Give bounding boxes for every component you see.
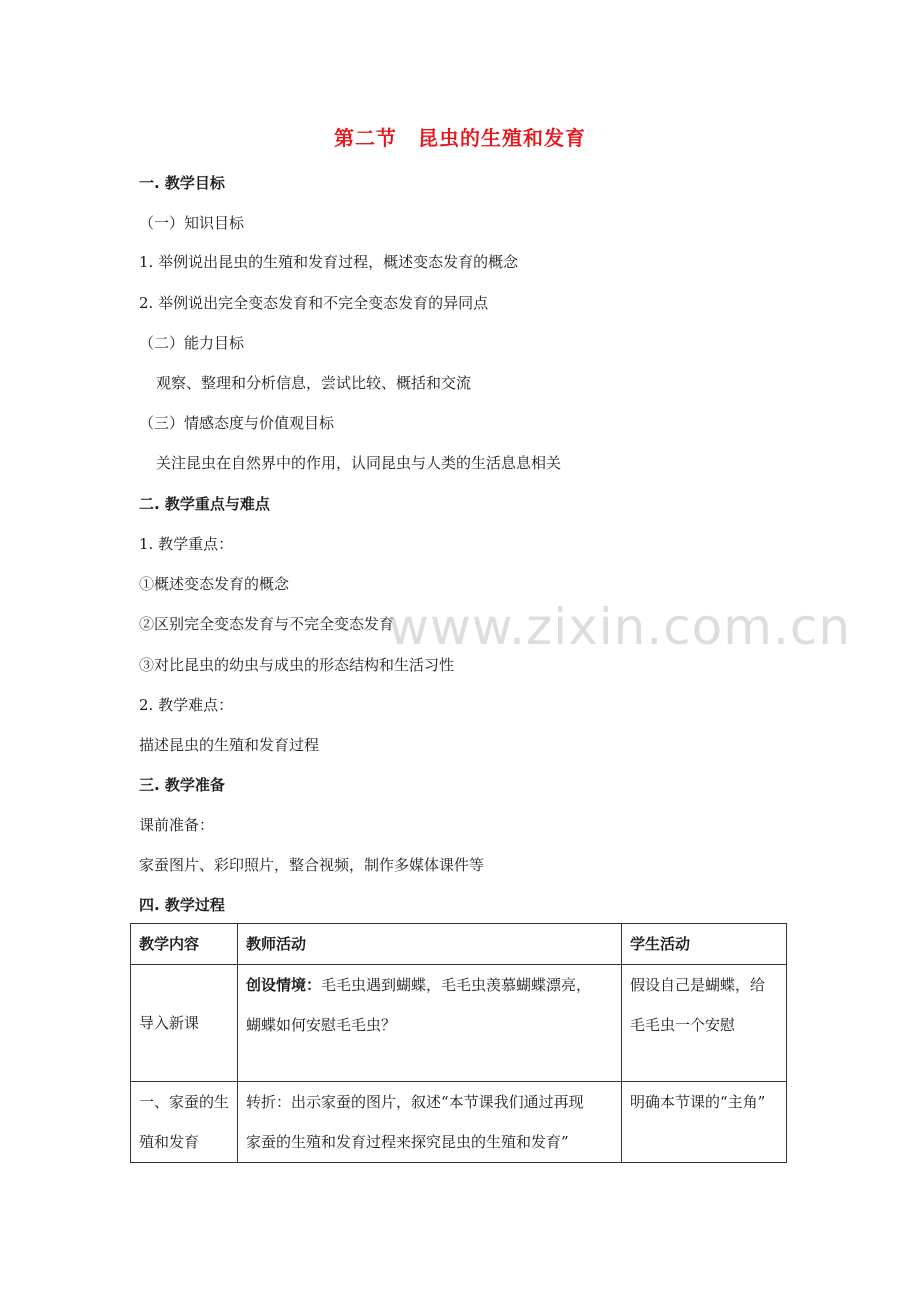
preparation-label: 课前准备： [139, 816, 215, 834]
row-student-activity: 明确本节课的“主角” [622, 1082, 787, 1163]
row-teacher-activity [238, 965, 622, 1082]
row-content: 导入新课 [131, 965, 238, 1082]
subheading-ability: （二）能力目标 [139, 334, 245, 352]
section-heading-key-points: 二. 教学重点与难点 [139, 495, 270, 513]
attitude-text: 关注昆虫在自然界中的作用，认同昆虫与人类的生活息息相关 [156, 454, 562, 472]
teacher-activity-text: 转折：出示家蚕的图片，叙述“本节课我们通过再现 [246, 1093, 584, 1111]
ability-text: 观察、整理和分析信息，尝试比较、概括和交流 [156, 374, 472, 392]
student-activity-text: 毛毛虫一个安慰 [630, 1016, 736, 1034]
page-title: 第二节 昆虫的生殖和发育 [334, 126, 586, 150]
row-teacher-activity [238, 1082, 622, 1163]
student-activity-text: 假设自己是蝴蝶，给 [630, 976, 766, 994]
row-content-text: 殖和发育 [139, 1133, 200, 1151]
teacher-activity-text: 蝴蝶如何安慰毛毛虫？ [246, 1016, 397, 1034]
difficulty-label: 2. 教学难点： [139, 696, 234, 714]
teacher-activity-label: 创设情境： [246, 976, 322, 994]
knowledge-item-2: 2. 举例说出完全变态发育和不完全变态发育的异同点 [139, 294, 489, 312]
header-teacher-activity: 教师活动 [238, 924, 622, 965]
header-content: 教学内容 [131, 924, 238, 965]
key-points-label: 1. 教学重点： [139, 535, 234, 553]
teacher-activity-text: 毛毛虫遇到蝴蝶，毛毛虫羡慕蝴蝶漂亮， [321, 976, 592, 994]
watermark: www.zixin.com.cn [388, 598, 852, 656]
key-point-2: ②区别完全变态发育与不完全变态发育 [139, 615, 395, 633]
key-point-1: ①概述变态发育的概念 [139, 575, 290, 593]
knowledge-item-1: 1. 举例说出昆虫的生殖和发育过程，概述变态发育的概念 [139, 253, 519, 271]
key-point-3: ③对比昆虫的幼虫与成虫的形态结构和生活习性 [139, 656, 455, 674]
table-row [131, 1082, 787, 1163]
table-row [131, 965, 787, 1082]
header-student-activity: 学生活动 [622, 924, 787, 965]
subheading-attitude: （三）情感态度与价值观目标 [139, 414, 335, 432]
table-header-row [131, 924, 787, 965]
preparation-items: 家蚕图片、彩印照片，整合视频，制作多媒体课件等 [139, 856, 485, 874]
difficulty-1: 描述昆虫的生殖和发育过程 [139, 736, 320, 754]
subheading-knowledge: （一）知识目标 [139, 214, 245, 232]
row-content-text: 一、家蚕的生 [139, 1093, 230, 1111]
teaching-process-table [130, 923, 787, 1163]
row-content [131, 1082, 238, 1163]
section-heading-preparation: 三. 教学准备 [139, 776, 225, 794]
section-heading-process: 四. 教学过程 [139, 896, 225, 914]
section-heading-objectives: 一. 教学目标 [139, 174, 225, 192]
teacher-activity-text: 家蚕的生殖和发育过程来探究昆虫的生殖和发育” [246, 1133, 569, 1151]
row-student-activity [622, 965, 787, 1082]
